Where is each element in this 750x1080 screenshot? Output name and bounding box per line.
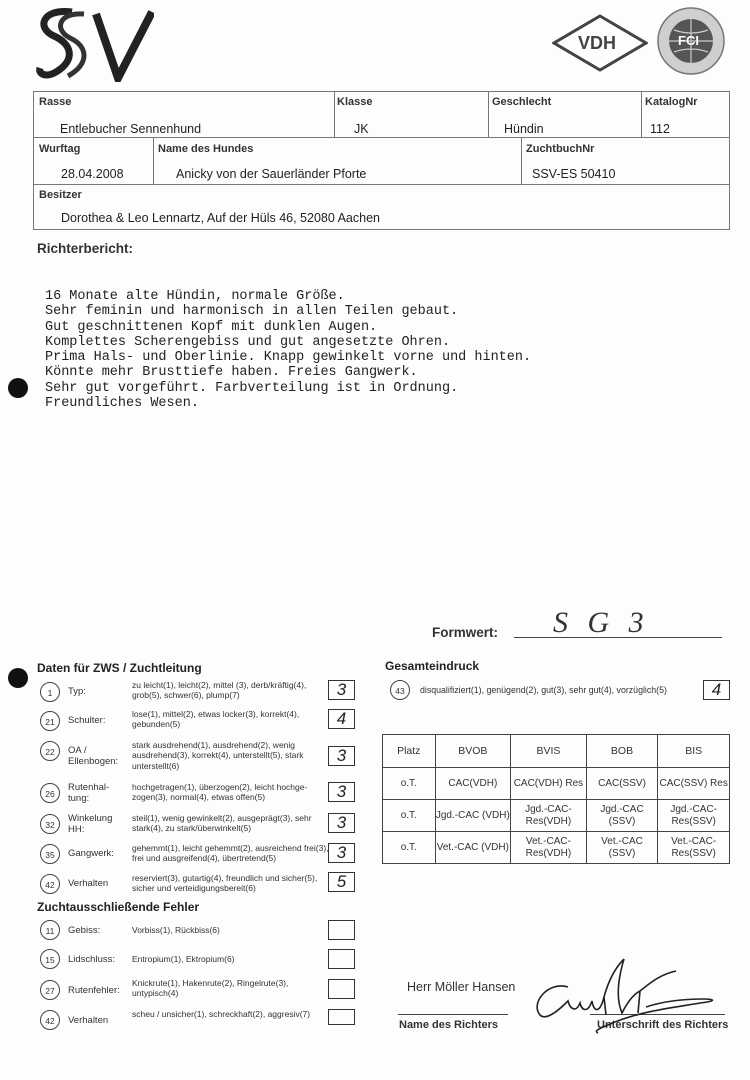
fehler-title: Zuchtausschließende Fehler: [37, 900, 200, 914]
awards-header: BVIS: [511, 735, 587, 768]
wurftag-label: Wurftag: [39, 143, 81, 155]
awards-cell: o.T.: [383, 832, 436, 864]
zws-label: Verhalten: [68, 878, 109, 889]
awards-cell: Jgd.-CAC (VDH): [435, 800, 511, 832]
report-line: Freundliches Wesen.: [45, 396, 199, 412]
awards-header: BOB: [586, 735, 658, 768]
gesamt-options: disqualifiziert(1), genügend(2), gut(3), sehr gut(4), vorzüglich(5): [420, 685, 667, 695]
awards-row: [383, 800, 730, 832]
fehler-label: Lidschluss:: [68, 954, 115, 965]
score-box[interactable]: 3: [328, 813, 355, 833]
score-box[interactable]: [328, 949, 355, 969]
zws-num: 26: [40, 783, 60, 803]
fehler-num: 27: [40, 980, 60, 1000]
awards-cell: CAC(VDH) Res: [511, 768, 587, 800]
zws-row-winkelung: [40, 812, 360, 838]
sv-logo: [32, 6, 154, 82]
fci-logo: FCI: [656, 6, 726, 76]
gesamt-row: [390, 680, 730, 702]
awards-header: Platz: [383, 735, 436, 768]
awards-header-row: [383, 735, 730, 768]
judge-name-label: Name des Richters: [399, 1019, 499, 1031]
awards-cell: Jgd.-CAC- Res(SSV): [658, 800, 730, 832]
katalog-label: KatalogNr: [645, 96, 698, 108]
zws-row-oa: [40, 738, 360, 774]
awards-cell: CAC(VDH): [435, 768, 511, 800]
awards-cell: Vet.-CAC- Res(SSV): [658, 832, 730, 864]
zuchtbuch-value: SSV-ES 50410: [532, 167, 616, 181]
zws-label: Rutenhal- tung:: [68, 782, 110, 804]
awards-cell: CAC(SSV) Res: [658, 768, 730, 800]
report-line: Könnte mehr Brusttiefe haben. Freies Gangwerk.: [45, 365, 418, 381]
fehler-label: Verhalten: [68, 1015, 109, 1026]
zws-options: stark ausdrehend(1), ausdrehend(2), wenig ausdrehend(3), korrekt(4), unterstellt(5), stark unterstellt(6): [132, 740, 304, 771]
punch-hole-bottom: [8, 668, 28, 688]
report-line: Gut geschnittenen Kopf mit dunklen Augen.: [45, 319, 378, 335]
fehler-row-rute: [40, 978, 360, 1002]
fehler-row-gebiss: [40, 920, 360, 944]
judge-name: Herr Möller Hansen: [407, 980, 516, 994]
geschlecht-label: Geschlecht: [492, 96, 552, 108]
score-box[interactable]: [328, 1009, 355, 1025]
report-line: 16 Monate alte Hündin, normale Größe.: [45, 289, 345, 304]
awards-header: BIS: [658, 735, 730, 768]
zws-num: 1: [40, 682, 60, 702]
awards-cell: Jgd.-CAC- Res(VDH): [511, 800, 587, 832]
geschlecht-value: Hündin: [504, 122, 544, 136]
zws-label: OA / Ellenbogen:: [68, 745, 119, 767]
score-box[interactable]: 4: [328, 709, 355, 729]
fehler-options: scheu / unsicher(1), schreckhaft(2), aggresiv(7): [132, 1009, 311, 1019]
score-box[interactable]: 3: [328, 843, 355, 863]
zws-options: zu leicht(1), leicht(2), mittel (3), derb/kräftig(4), grob(5), schwer(6), plump(7): [132, 680, 307, 701]
zws-row-schulter: [40, 709, 360, 733]
zws-row-gangwerk: [40, 842, 360, 868]
zws-num: 32: [40, 814, 60, 834]
score-box[interactable]: 3: [328, 782, 355, 802]
report-line: Prima Hals- und Oberlinie. Knapp gewinkelt vorne und hinten.: [45, 350, 532, 366]
score-box[interactable]: 3: [328, 746, 355, 766]
zws-label: Typ:: [68, 686, 86, 697]
zws-row-typ: [40, 680, 360, 704]
fehler-row-verhalten: [40, 1009, 360, 1033]
zws-num: 21: [40, 711, 60, 731]
zws-label: Gangwerk:: [68, 848, 114, 859]
zws-label: Winkelung HH:: [68, 813, 113, 835]
report-line: Sehr gut vorgeführt. Farbverteilung ist in Ordnung.: [45, 380, 459, 396]
dog-info-table: [33, 91, 730, 230]
katalog-value: 112: [650, 122, 670, 136]
awards-cell: Vet.-CAC (VDH): [435, 832, 511, 864]
report-line: Sehr feminin und harmonisch in allen Teilen gebaut.: [45, 304, 459, 320]
klasse-value: JK: [354, 122, 369, 136]
rasse-value: Entlebucher Sennenhund: [60, 122, 202, 136]
awards-cell: Jgd.-CAC (SSV): [586, 800, 658, 832]
fehler-options: Entropium(1), Ektropium(6): [132, 954, 235, 964]
fehler-options: Knickrute(1), Hakenrute(2), Ringelrute(3), untypisch(4): [132, 978, 289, 999]
score-box[interactable]: 5: [328, 872, 355, 892]
awards-cell: Vet.-CAC- Res(VDH): [511, 832, 587, 864]
fehler-num: 11: [40, 920, 60, 940]
awards-header: BVOB: [435, 735, 511, 768]
score-box[interactable]: 3: [328, 680, 355, 700]
report-line: Komplettes Scherengebiss und gut angesetzte Ohren.: [45, 334, 451, 350]
zws-row-verhalten: [40, 872, 360, 898]
zws-options: reserviert(3), gutartig(4), freundlich und sicher(5), sicher und verteidigungsbereit(6): [132, 873, 318, 894]
awards-cell: CAC(SSV): [586, 768, 658, 800]
judge-signature: [528, 955, 728, 1035]
awards-row: [383, 832, 730, 864]
rasse-label: Rasse: [39, 96, 72, 108]
fehler-num: 15: [40, 949, 60, 969]
zws-label: Schulter:: [68, 715, 106, 726]
signature-label: Unterschrift des Richters: [597, 1019, 729, 1031]
gesamt-num: 43: [390, 680, 410, 700]
score-box[interactable]: [328, 979, 355, 999]
awards-cell: o.T.: [383, 768, 436, 800]
awards-table: [382, 734, 730, 864]
report-title: Richterbericht:: [37, 241, 134, 256]
zws-row-rute: [40, 781, 360, 807]
zws-options: hochgetragen(1), überzogen(2), leicht hochge- zogen(3), normal(4), etwas offen(5): [132, 782, 308, 803]
zws-title: Daten für ZWS / Zuchtleitung: [37, 661, 202, 675]
punch-hole-top: [8, 378, 28, 398]
klasse-label: Klasse: [337, 96, 373, 108]
fehler-label: Rutenfehler:: [68, 985, 120, 996]
besitzer-label: Besitzer: [39, 189, 82, 201]
formwert-label: Formwert:: [432, 625, 499, 640]
judge-name-line: [398, 1014, 508, 1015]
zws-options: gehemmt(1), leicht gehemmt(2), ausreichend frei(3), frei und ausgreifend(4), übertretend(5): [132, 843, 329, 864]
zuchtbuch-label: ZuchtbuchNr: [526, 143, 595, 155]
fehler-row-lidschluss: [40, 949, 360, 973]
dog-name-value: Anicky von der Sauerländer Pforte: [176, 167, 367, 181]
dog-name-label: Name des Hundes: [158, 143, 254, 155]
formwert-value: S G 3: [553, 606, 650, 639]
vdh-logo: VDH: [552, 14, 648, 72]
zws-options: steil(1), wenig gewinkelt(2), ausgeprägt(3), sehr stark(4), zu stark/überwinkelt(5): [132, 813, 312, 834]
fehler-num: 42: [40, 1010, 60, 1030]
awards-cell: Vet.-CAC (SSV): [586, 832, 658, 864]
score-box[interactable]: [328, 920, 355, 940]
awards-row: [383, 768, 730, 800]
zws-num: 35: [40, 844, 60, 864]
zws-num: 22: [40, 741, 60, 761]
zws-options: lose(1), mittel(2), etwas locker(3), korrekt(4), gebunden(5): [132, 709, 300, 730]
score-box[interactable]: 4: [703, 680, 730, 700]
zws-num: 42: [40, 874, 60, 894]
report-text: [45, 289, 531, 411]
awards-cell: o.T.: [383, 800, 436, 832]
besitzer-value: Dorothea & Leo Lennartz, Auf der Hüls 46, 52080 Aachen: [61, 211, 380, 225]
wurftag-value: 28.04.2008: [61, 167, 124, 181]
gesamt-title: Gesamteindruck: [385, 659, 480, 673]
fehler-options: Vorbiss(1), Rückbiss(6): [132, 925, 220, 935]
fehler-label: Gebiss:: [68, 925, 101, 936]
